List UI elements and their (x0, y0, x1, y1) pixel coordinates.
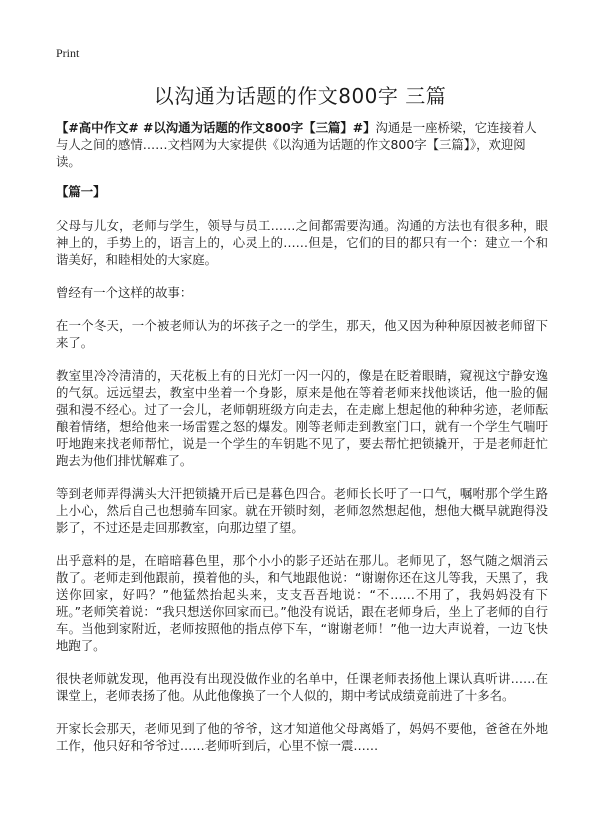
paragraph: 开家长会那天，老师见到了他的爷爷，这才知道他父母离婚了，妈妈不要他，爸爸在外地工作，他只好和爷爷过……老师听到后，心里不惊一震…… (56, 721, 548, 753)
intro-text: 沟通是一座桥梁，它连接着人与人之间的感情……文档网为大家提供《以沟通为话题的作文800字【三篇】》，欢迎阅读。 (56, 120, 537, 169)
article-title: 以沟通为话题的作文800字 三篇 (153, 84, 447, 108)
print-link[interactable]: Print (56, 46, 80, 60)
paragraph: 曾经有一个这样的故事： (56, 285, 193, 300)
section-heading: 【篇一】 (56, 184, 106, 199)
intro-tag: 【#高中作文# #以沟通为话题的作文800字【三篇】#】 (56, 120, 376, 135)
paragraph: 出乎意料的是，在暗暗暮色里，那个小小的影子还站在那儿。老师见了，怒气随之烟消云散了。老师走到他跟前，摸着他的头，和气地跟他说：“谢谢你还在这儿等我，天黑了，我送你回家，好吗？”他猛然抬起头来，支支吾吾地说：“不……不用了，我妈妈没有下班。”老师笑着说：“我只想送你回家而已。”他没有说话，跟在老师身后，坐上了老师的自行车。当他到家附近，老师按照他的指点停下车，“谢谢老师！”他一边大声说着，一边飞快地跑了。 (56, 553, 548, 653)
article-body (56, 119, 548, 770)
intro-paragraph (56, 119, 548, 170)
paragraph: 很快老师就发现，他再没有出现没做作业的名单中，任课老师表扬他上课认真听讲……在课堂上，老师表扬了他。从此他像换了一个人似的，期中考试成绩竟前进了十多名。 (56, 671, 548, 703)
paragraph: 教室里冷冷清清的，天花板上有的日光灯一闪一闪的，像是在眨着眼睛，窥视这宁静安逸的气氛。远远望去，教室中坐着一个身影，原来是他在等着老师来找他谈话，他一脸的倔强和漫不经心。过了一会儿，老师朝班级方向走去，在走廊上想起他的种种劣迹，老师酝酿着情绪，想给他来一场雷霆之怒的爆发。刚等老师走到教室门口，就有一个学生气喘吁吁地跑来找老师帮忙，说是一个学生的车钥匙不见了，要去帮忙把锁撬开，于是老师赶忙跑去为他们排忧解难了。 (56, 368, 548, 468)
paragraph: 在一个冬天，一个被老师认为的坏孩子之一的学生，那天，他又因为种种原因被老师留下来了。 (56, 318, 548, 350)
paragraph: 等到老师弄得满头大汗把锁撬开后已是暮色四合。老师长长吁了一口气，嘱咐那个学生路上小心，然后自己也想骑车回家。就在开锁时刻，老师忽然想起他，想他大概早就跑得没影了，不过还是走回那教室，向那边望了望。 (56, 486, 548, 535)
paragraph: 父母与儿女，老师与学生，领导与员工……之间都需要沟通。沟通的方法也有很多种，眼神上的，手势上的，语言上的，心灵上的……但是，它们的目的都只有一个：建立一个和谐美好，和睦相处的大家庭。 (56, 218, 548, 267)
